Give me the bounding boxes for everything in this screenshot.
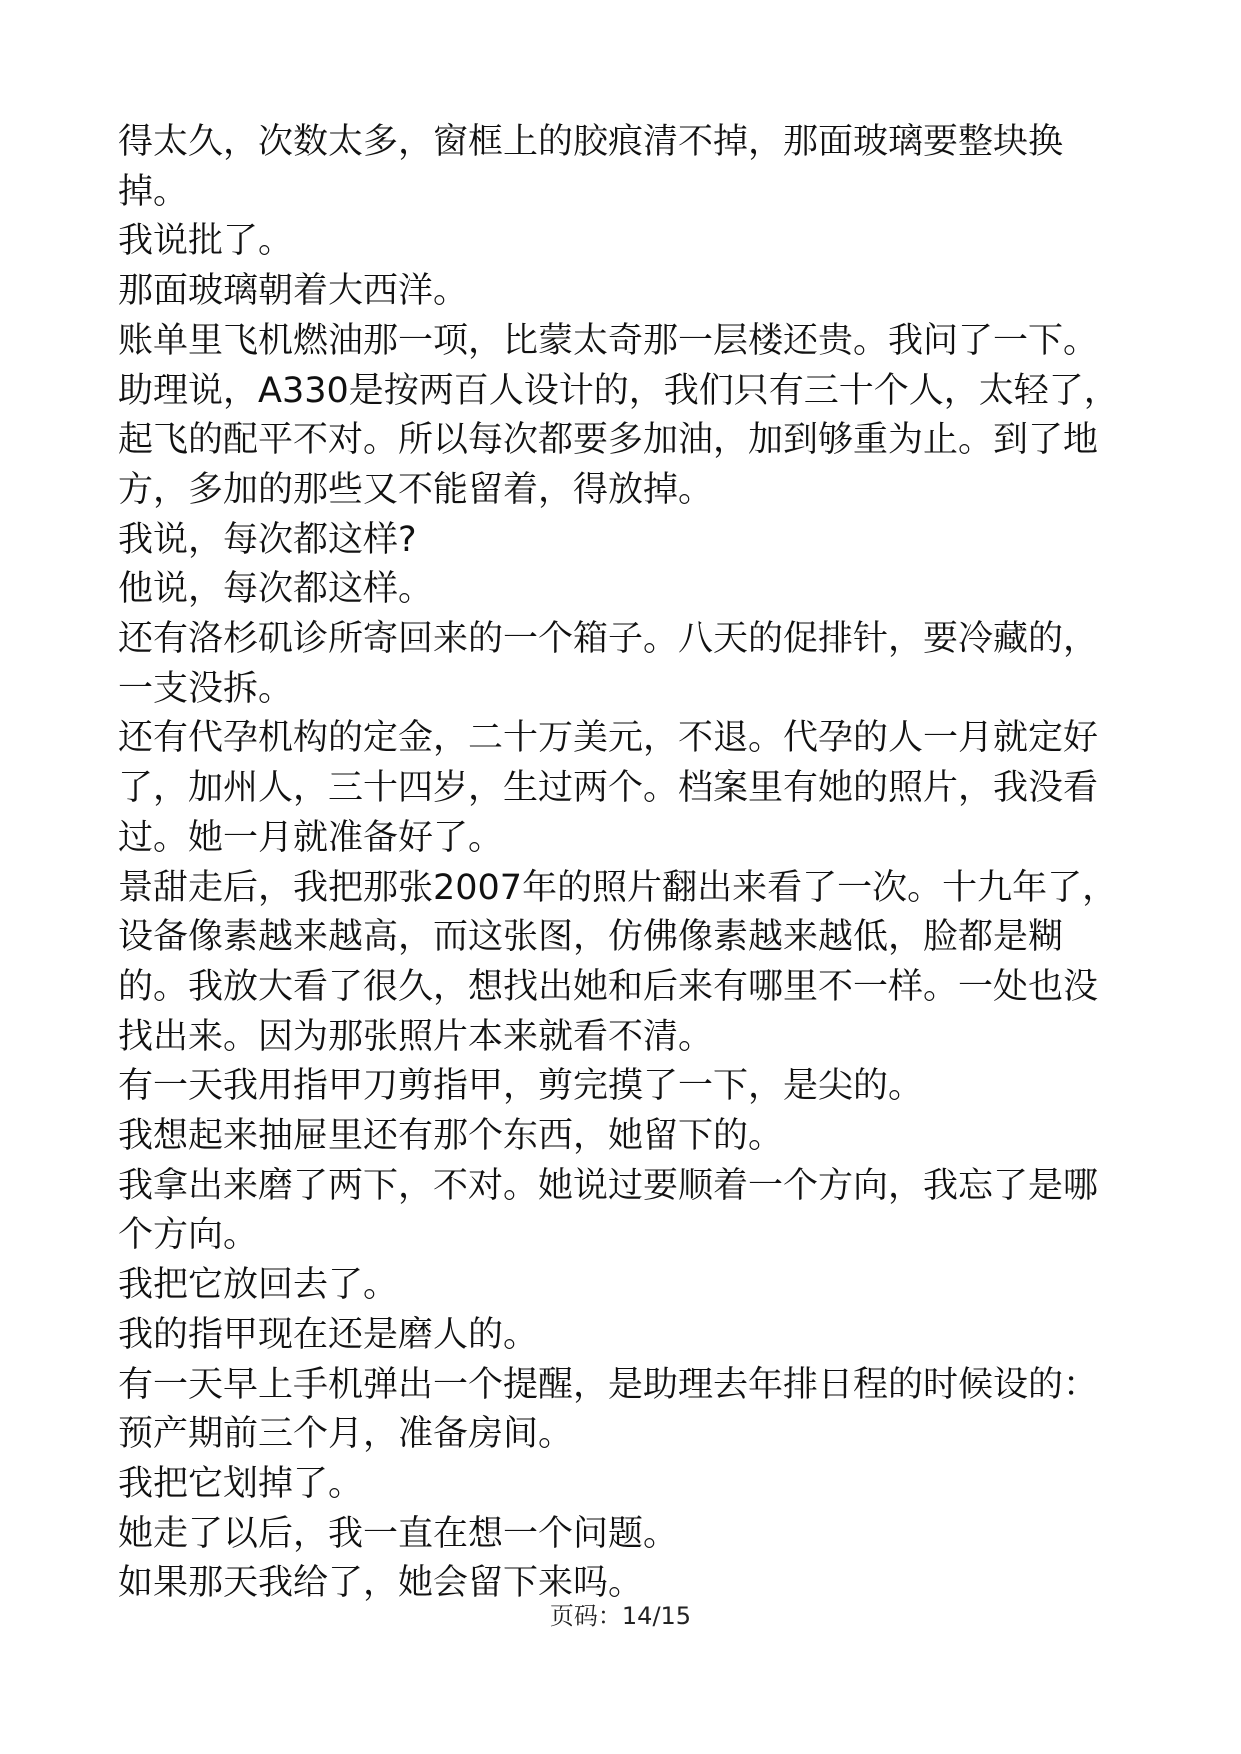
paragraph: 景甜走后，我把那张2007年的照片翻出来看了一次。十九年了，设备像素越来越高，而这张图，仿佛像素越来越低，脸都是糊的。我放大看了很久，想找出她和后来有哪里不一样。一处也没找出来。因为那张照片本来就看不清。	[118, 867, 1118, 1057]
paragraph: 账单里飞机燃油那一项，比蒙太奇那一层楼还贵。我问了一下。	[118, 320, 1099, 361]
paragraph: 还有洛杉矶诊所寄回来的一个箱子。八天的促排针，要冷藏的，一支没拆。	[118, 619, 1099, 709]
paragraph: 我的指甲现在还是磨人的。	[118, 1314, 539, 1355]
paragraph: 我把它放回去了。	[118, 1265, 399, 1306]
paragraph: 助理说，A330是按两百人设计的，我们只有三十个人，太轻了，起飞的配平不对。所以每次都要多加油，加到够重为止。到了地方，多加的那些又不能留着，得放掉。	[118, 370, 1119, 510]
paragraph: 我说批了。	[118, 221, 294, 262]
paragraph: 我把它划掉了。	[118, 1463, 364, 1504]
paragraph: 我想起来抽屉里还有那个东西，她留下的。	[118, 1116, 784, 1157]
paragraph: 他说，每次都这样。	[118, 569, 434, 610]
paragraph: 我说，每次都这样?	[118, 519, 417, 560]
paragraph: 得太久，次数太多，窗框上的胶痕清不掉，那面玻璃要整块换掉。	[118, 122, 1064, 212]
paragraph: 有一天我用指甲刀剪指甲，剪完摸了一下，是尖的。	[118, 1066, 924, 1107]
body-text	[118, 118, 1128, 1609]
paragraph: 还有代孕机构的定金，二十万美元，不退。代孕的人一月就定好了，加州人，三十四岁，生过两个。档案里有她的照片，我没看过。她一月就准备好了。	[118, 718, 1099, 858]
paragraph: 那面玻璃朝着大西洋。	[118, 271, 469, 312]
paragraph: 如果那天我给了，她会留下来吗。	[118, 1563, 644, 1604]
paragraph: 我拿出来磨了两下，不对。她说过要顺着一个方向，我忘了是哪个方向。	[118, 1165, 1099, 1256]
page-number: 页码：14/15	[549, 1602, 692, 1630]
paragraph: 有一天早上手机弹出一个提醒，是助理去年排日程的时候设的：预产期前三个月，准备房间。	[118, 1364, 1099, 1455]
paragraph: 她走了以后，我一直在想一个问题。	[118, 1513, 679, 1554]
